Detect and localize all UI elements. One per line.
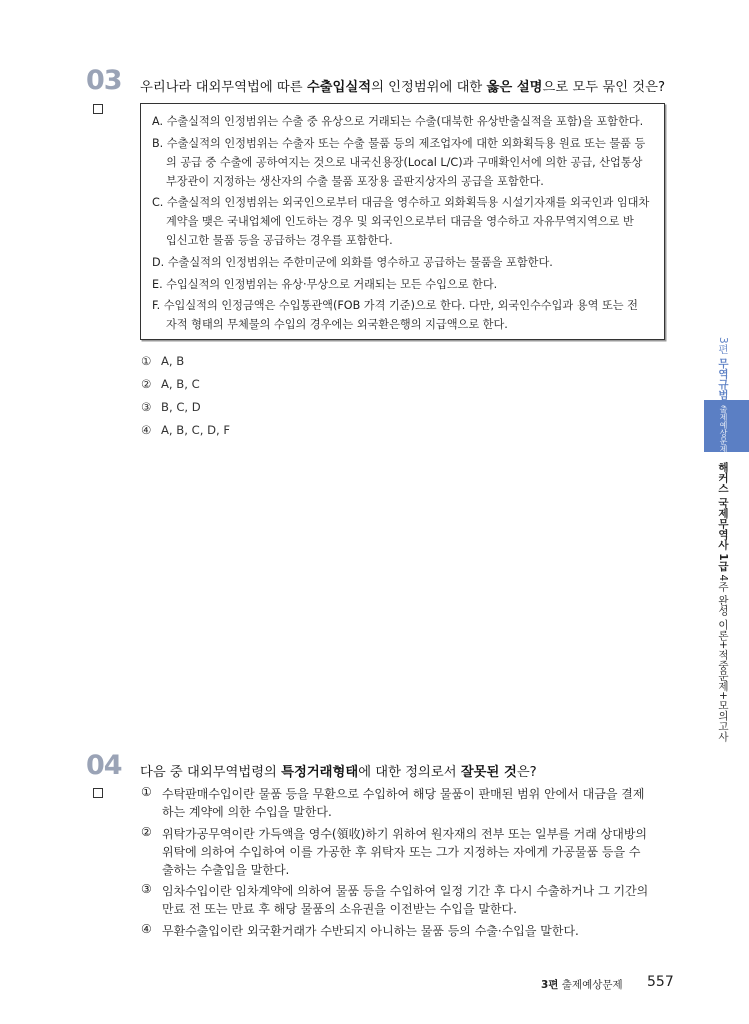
sidebar-tab-label: 출제예상문제: [719, 405, 728, 453]
question-title: 다음 중 대외무역법령의 특정거래형태에 대한 정의로서 잘못된 것은?: [140, 765, 537, 780]
statement-line: C. 수출실적의 인정범위는 외국인으로부터 대금을 영수하고 외화획득용 시설기자재를 외국인과 임대차: [152, 196, 650, 209]
statement-line: 의 공급 중 수출에 공하여지는 것으로 내국신용장(Local L/C)과 구매확인서에 의한 공급, 산업통상: [166, 156, 643, 169]
sidebar-tab[interactable]: [704, 400, 749, 452]
sidebar-part-label: 3편 무역규범: [717, 337, 729, 400]
checkbox-icon[interactable]: [93, 788, 103, 798]
statement-line: 부장관이 지정하는 생산자의 수출 물품 포장용 골판지상자의 공급을 포함한다.: [166, 175, 544, 188]
answer-option-line[interactable]: 하는 계약에 의한 수입을 말한다.: [162, 805, 332, 819]
answer-option-line[interactable]: 수탁판매수입이란 물품 등을 무환으로 수입하여 해당 물품이 판매된 범위 안에서 대금을 결제: [162, 787, 645, 801]
answer-option[interactable]: ① A, B: [141, 354, 185, 368]
answer-option-line[interactable]: 무환수출입이란 외국환거래가 수반되지 아니하는 물품 등의 수출·수입을 말한다.: [162, 924, 579, 938]
answer-option[interactable]: ③ B, C, D: [141, 400, 201, 414]
statement-line: E. 수입실적의 인정범위는 유상·무상으로 거래되는 모든 수입으로 한다.: [152, 278, 498, 291]
statement-line: 계약을 맺은 국내업체에 인도하는 경우 및 외국인으로부터 대금을 영수하고 자유무역지역으로 반: [166, 215, 634, 228]
statement-line: F. 수입실적의 인정금액은 수입통관액(FOB 가격 기준)으로 한다. 다만, 외국인수수입과 용역 또는 전: [152, 299, 638, 312]
footer-section: 3편 출제예상문제: [541, 979, 623, 991]
answer-option[interactable]: ② A, B, C: [141, 377, 200, 391]
statement-line: B. 수출실적의 인정범위는 수출자 또는 수출 물품 등의 제조업자에 대한 외화획득용 원료 또는 물품 등: [152, 137, 646, 150]
statement-line: D. 수출실적의 인정범위는 주한미군에 외화를 영수하고 공급하는 물품을 포함한다.: [152, 256, 553, 269]
answer-option-line[interactable]: 임차수입이란 임차계약에 의하여 물품 등을 수입하여 일정 기간 후 다시 수출하거나 그 기간의: [162, 884, 649, 898]
answer-option-line[interactable]: 위탁에 의하여 수입하여 이를 가공한 후 위탁자 또는 그가 지정하는 자에게 가공물품 등을 수: [162, 845, 641, 859]
sidebar-book-title: 해커스 국제무역사 1급 4주 완성 이론+적중문제+모의고사: [717, 462, 729, 742]
answer-option-number[interactable]: ①: [141, 785, 152, 799]
page-number: 557: [647, 974, 674, 990]
answer-option-line[interactable]: 출하는 수출입을 말한다.: [162, 863, 290, 877]
statement-line: 자적 형태의 무체물의 수입의 경우에는 외국환은행의 지급액으로 한다.: [166, 318, 508, 331]
checkbox-icon[interactable]: [93, 104, 103, 114]
statement-line: 입신고한 물품 등을 공급하는 경우를 포함한다.: [166, 234, 393, 247]
answer-option-number[interactable]: ②: [141, 825, 152, 839]
answer-option-number[interactable]: ④: [141, 922, 152, 936]
answer-option-line[interactable]: 만료 전 또는 만료 후 해당 물품의 소유권을 이전받는 수입을 말한다.: [162, 902, 517, 916]
question-title: 우리나라 대외무역법에 따른 수출입실적의 인정범위에 대한 옳은 설명으로 모두 묶인 것은?: [140, 80, 666, 95]
question-number: 03: [86, 65, 122, 96]
answer-option-number[interactable]: ③: [141, 882, 152, 896]
statement-line: A. 수출실적의 인정범위는 수출 중 유상으로 거래되는 수출(대북한 유상반출실적을 포함)을 포함한다.: [152, 115, 644, 128]
answer-option[interactable]: ④ A, B, C, D, F: [141, 423, 231, 437]
answer-option-line[interactable]: 위탁가공무역이란 가득액을 영수(領收)하기 위하여 원자재의 전부 또는 일부를 거래 상대방의: [162, 827, 648, 841]
question-number: 04: [86, 750, 122, 781]
